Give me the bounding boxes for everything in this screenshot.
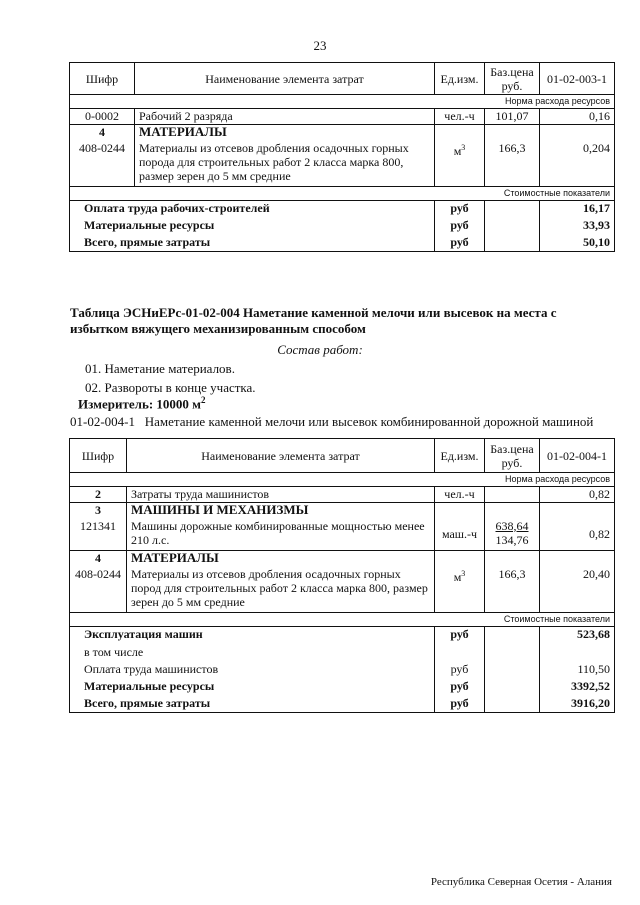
summary-value: 33,93 <box>540 218 615 235</box>
summary-row <box>70 696 615 713</box>
norm-subtitle <box>70 414 593 430</box>
summary-value: 50,10 <box>540 235 615 252</box>
header-unit: Ед.изм. <box>435 63 485 95</box>
row-section-number: 4 <box>70 125 135 141</box>
header-price: Баз.цена руб. <box>485 439 540 473</box>
row-value: 0,16 <box>540 109 615 125</box>
row-shifr: 408-0244 <box>70 141 135 187</box>
table-row <box>70 551 615 567</box>
row-unit: $м^3$ <box>435 141 485 187</box>
row-value: 0,82 <box>540 519 615 551</box>
norma-caption: Норма расхода ресурсов <box>70 473 615 487</box>
summary-label: Оплата труда рабочих-строителей <box>70 201 435 218</box>
summary-row <box>70 627 615 645</box>
row-price: 101,07 <box>485 109 540 125</box>
row-unit: маш.-ч <box>435 519 485 551</box>
stoimost-caption: Стоимостные показатели <box>70 613 615 627</box>
summary-row <box>70 679 615 696</box>
row-number: 2 <box>70 487 127 503</box>
summary-row <box>70 235 615 252</box>
header-shifr: Шифр <box>70 439 127 473</box>
row-shifr: 0-0002 <box>70 109 135 125</box>
measure-unit: Измеритель: 10000 $м^2$ <box>78 395 206 412</box>
summary-label: Материальные ресурсы <box>70 218 435 235</box>
row-price: 166,3 <box>485 567 540 613</box>
summary-unit: руб <box>435 627 485 645</box>
table-row <box>70 487 615 503</box>
norms-table-1 <box>69 62 615 252</box>
header-name: Наименование элемента затрат <box>127 439 435 473</box>
table-row <box>70 567 615 613</box>
header-unit: Ед.изм. <box>435 439 485 473</box>
row-value: 20,40 <box>540 567 615 613</box>
row-name: Материалы из отсевов дробления осадочных горных пород для строительных работ 2 класса марка 800, размер зерен до 5 мм средние <box>127 567 435 613</box>
norm-code: 01-02-004-1 <box>70 414 135 429</box>
row-name: Затраты труда машинистов <box>127 487 435 503</box>
summary-value: 3916,20 <box>540 696 615 713</box>
norm-description: Наметание каменной мелочи или высевок комбинированной дорожной машиной <box>144 414 594 429</box>
summary-unit: руб <box>435 235 485 252</box>
summary-value: 16,17 <box>540 201 615 218</box>
summary-label: Всего, прямые затраты <box>70 696 435 713</box>
header-code: 01-02-003-1 <box>540 63 615 95</box>
price-current: 638,64 <box>495 518 529 533</box>
summary-unit: руб <box>435 201 485 218</box>
summary-unit: руб <box>435 662 485 679</box>
header-code: 01-02-004-1 <box>540 439 615 473</box>
row-shifr: 121341 <box>70 519 127 551</box>
row-unit: чел.-ч <box>435 487 485 503</box>
summary-value: 110,50 <box>540 662 615 679</box>
header-price: Баз.цена руб. <box>485 63 540 95</box>
norms-table-2 <box>69 438 615 713</box>
row-unit: $м^3$ <box>435 567 485 613</box>
summary-value: 523,68 <box>540 627 615 645</box>
table-header-row <box>70 63 615 95</box>
summary-row <box>70 218 615 235</box>
work-composition-heading: Состав работ: <box>277 342 363 357</box>
summary-value: 3392,52 <box>540 679 615 696</box>
summary-row <box>70 662 615 679</box>
row-value: 0,204 <box>540 141 615 187</box>
table-row <box>70 141 615 187</box>
summary-unit: руб <box>435 679 485 696</box>
summary-row <box>70 645 615 662</box>
stoimost-caption: Стоимостные показатели <box>70 187 615 201</box>
norma-caption: Норма расхода ресурсов <box>70 95 615 109</box>
row-unit: чел.-ч <box>435 109 485 125</box>
summary-label: в том числе <box>70 645 435 662</box>
table-row <box>70 503 615 519</box>
summary-label: Эксплуатация машин <box>70 627 435 645</box>
summary-unit: руб <box>435 218 485 235</box>
work-item: 01. Наметание материалов. <box>85 361 235 376</box>
row-name: Материалы из отсевов дробления осадочных горных порода для строительных работ 2 класса марка 800, размер зерен до 5 мм средние <box>135 141 435 187</box>
table-header-row <box>70 439 615 473</box>
table-title: Таблица ЭСНиЕРс-01-02-004 Наметание каменной мелочи или высевок на места с избытком вяжущего механизированным способом <box>70 305 557 336</box>
row-price: 166,3 <box>485 141 540 187</box>
row-name: Машины дорожные комбинированные мощностью менее 210 л.с. <box>127 519 435 551</box>
table-row <box>70 109 615 125</box>
row-section-number: 3 <box>70 503 127 519</box>
row-section-title: МАШИНЫ И МЕХАНИЗМЫ <box>127 503 435 519</box>
row-section-number: 4 <box>70 551 127 567</box>
page-number: 23 <box>313 38 327 53</box>
row-value: 0,82 <box>540 487 615 503</box>
summary-label: Материальные ресурсы <box>70 679 435 696</box>
summary-row <box>70 201 615 218</box>
header-shifr: Шифр <box>70 63 135 95</box>
row-section-title: МАТЕРИАЛЫ <box>127 551 435 567</box>
summary-label: Всего, прямые затраты <box>70 235 435 252</box>
summary-unit: руб <box>435 696 485 713</box>
row-price <box>485 519 540 551</box>
summary-label: Оплата труда машинистов <box>70 662 435 679</box>
page-footer: Республика Северная Осетия - Алания <box>430 876 612 888</box>
row-name: Рабочий 2 разряда <box>135 109 435 125</box>
table-row <box>70 519 615 551</box>
header-name: Наименование элемента затрат <box>135 63 435 95</box>
table-row <box>70 125 615 141</box>
row-shifr: 408-0244 <box>70 567 127 613</box>
work-item: 02. Развороты в конце участка. <box>85 380 256 395</box>
price-wage: 134,76 <box>495 532 529 547</box>
row-section-title: МАТЕРИАЛЫ <box>135 125 435 141</box>
